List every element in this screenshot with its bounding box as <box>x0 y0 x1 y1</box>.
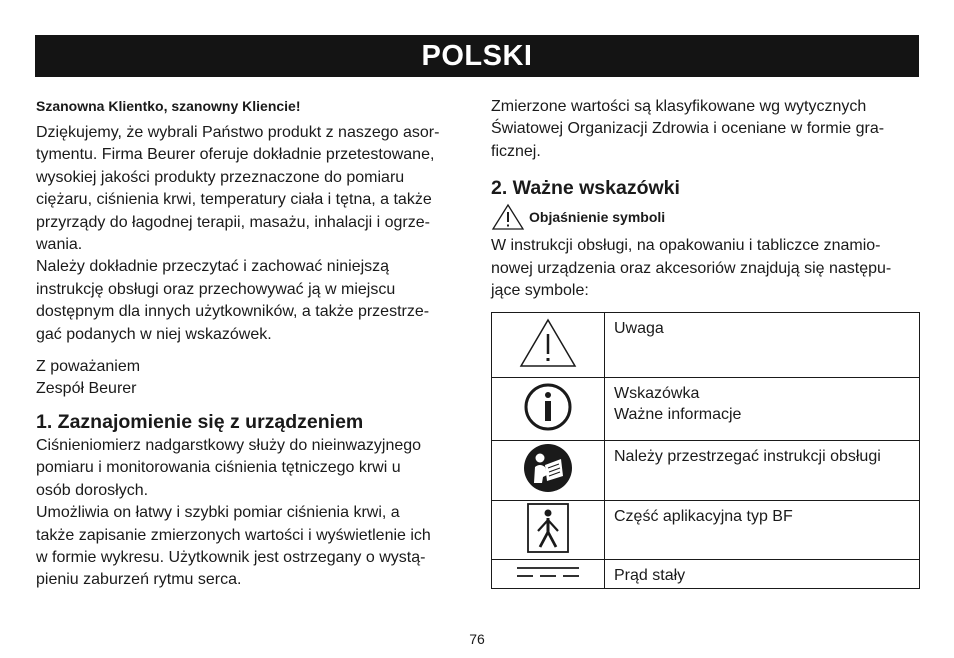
description-line: Należy przestrzegać instrukcji obsługi <box>614 448 881 465</box>
right-column <box>491 96 921 302</box>
symbol-description <box>605 441 920 501</box>
text-line: także zapisanie zmierzonych wartości i wyświetlenie ich <box>36 526 431 544</box>
symbol-cell <box>492 313 605 378</box>
text-line: przyrządy do łagodnej terapii, masażu, inhalacji i ogrze- <box>36 213 430 231</box>
classification-paragraph <box>491 96 921 163</box>
text-line: wania. <box>36 236 83 254</box>
text-line: Ciśnieniomierz nadgarstkowy służy do nieinwazyjnego <box>36 436 422 454</box>
symbols-table <box>491 312 920 589</box>
section-1-heading: 1. Zaznajomienie się z urządzeniem <box>36 410 364 433</box>
text-line: instrukcję obsługi oraz przechowywać ją w miejscu <box>36 280 396 298</box>
text-line: dostępnym dla innych użytkowników, a także przestrze- <box>36 303 430 321</box>
description-line: Prąd stały <box>614 567 686 584</box>
text-line: gać podanych w niej wskazówek. <box>36 325 272 343</box>
text-line: pieniu zaburzeń rytmu serca. <box>36 571 242 589</box>
text-line: jące symbole: <box>491 282 589 300</box>
text-line: pomiaru i monitorowania ciśnienia tętniczego krwi u <box>36 459 401 477</box>
page-number: 76 <box>469 631 485 647</box>
symbol-row-bf <box>492 501 920 560</box>
closing-line: Z poważaniem <box>36 358 141 376</box>
text-line: Światowej Organizacji Zdrowia i oceniane w formie gra- <box>491 120 885 138</box>
text-line: Należy dokładnie przeczytać i zachować niniejszą <box>36 258 390 276</box>
symbol-description <box>605 378 920 441</box>
warning-triangle-icon <box>518 317 578 369</box>
symbol-row-manual <box>492 441 920 501</box>
text-line: osób dorosłych. <box>36 481 149 499</box>
direct-current-icon <box>515 564 581 580</box>
greeting: Szanowna Klientko, szanowny Kliencie! <box>36 98 301 114</box>
warning-triangle-icon <box>491 203 525 231</box>
section-2-heading: 2. Ważne wskazówki <box>491 177 680 200</box>
description-line: Wskazówka <box>614 385 700 402</box>
symbol-description <box>605 501 920 560</box>
language-banner <box>35 35 919 77</box>
symbols-subheading-label: Objaśnienie symboli <box>529 209 666 226</box>
section-2-body <box>491 235 921 302</box>
description-line: Uwaga <box>614 320 664 337</box>
symbol-cell <box>492 378 605 441</box>
text-line: w formie wykresu. Użytkownik jest ostrzegany o wystą- <box>36 548 426 566</box>
bf-applied-part-icon <box>526 502 570 554</box>
left-column <box>36 96 466 592</box>
text-line: Umożliwia on łatwy i szybki pomiar ciśnienia krwi, a <box>36 504 400 522</box>
closing-signature <box>36 356 466 401</box>
text-line: Dziękujemy, że wybrali Państwo produkt z naszego asor- <box>36 124 440 141</box>
text-line: nowej urządzenia oraz akcesoriów znajdują się następu- <box>491 259 892 277</box>
section-1-body <box>36 435 466 592</box>
read-manual-icon <box>523 443 573 493</box>
text-line: tymentu. Firma Beurer oferuje dokładnie przetestowane, <box>36 146 435 164</box>
page-title: POLSKI <box>421 39 533 72</box>
text-line: Zmierzone wartości są klasyfikowane wg wytycznych <box>491 98 867 115</box>
symbol-cell <box>492 441 605 501</box>
text-line: ficznej. <box>491 142 541 160</box>
text-line: wysokiej jakości produkty przeznaczone do pomiaru <box>36 168 405 186</box>
symbol-cell <box>492 560 605 589</box>
text-line: ciężaru, ciśnienia krwi, temperatury ciała i tętna, a także <box>36 191 432 209</box>
description-line: Część aplikacyjna typ BF <box>614 508 793 525</box>
symbol-row-info <box>492 378 920 441</box>
symbol-cell <box>492 501 605 560</box>
symbols-subheading <box>491 203 921 231</box>
closing-line: Zespół Beurer <box>36 380 137 398</box>
symbol-description <box>605 560 920 589</box>
symbol-row-dc <box>492 560 920 589</box>
info-icon <box>523 382 573 432</box>
description-line: Ważne informacje <box>614 406 742 423</box>
text-line: W instrukcji obsługi, na opakowaniu i tabliczce znamio- <box>491 237 881 255</box>
symbol-row-warning <box>492 313 920 378</box>
symbol-description <box>605 313 920 378</box>
intro-paragraph <box>36 122 466 346</box>
